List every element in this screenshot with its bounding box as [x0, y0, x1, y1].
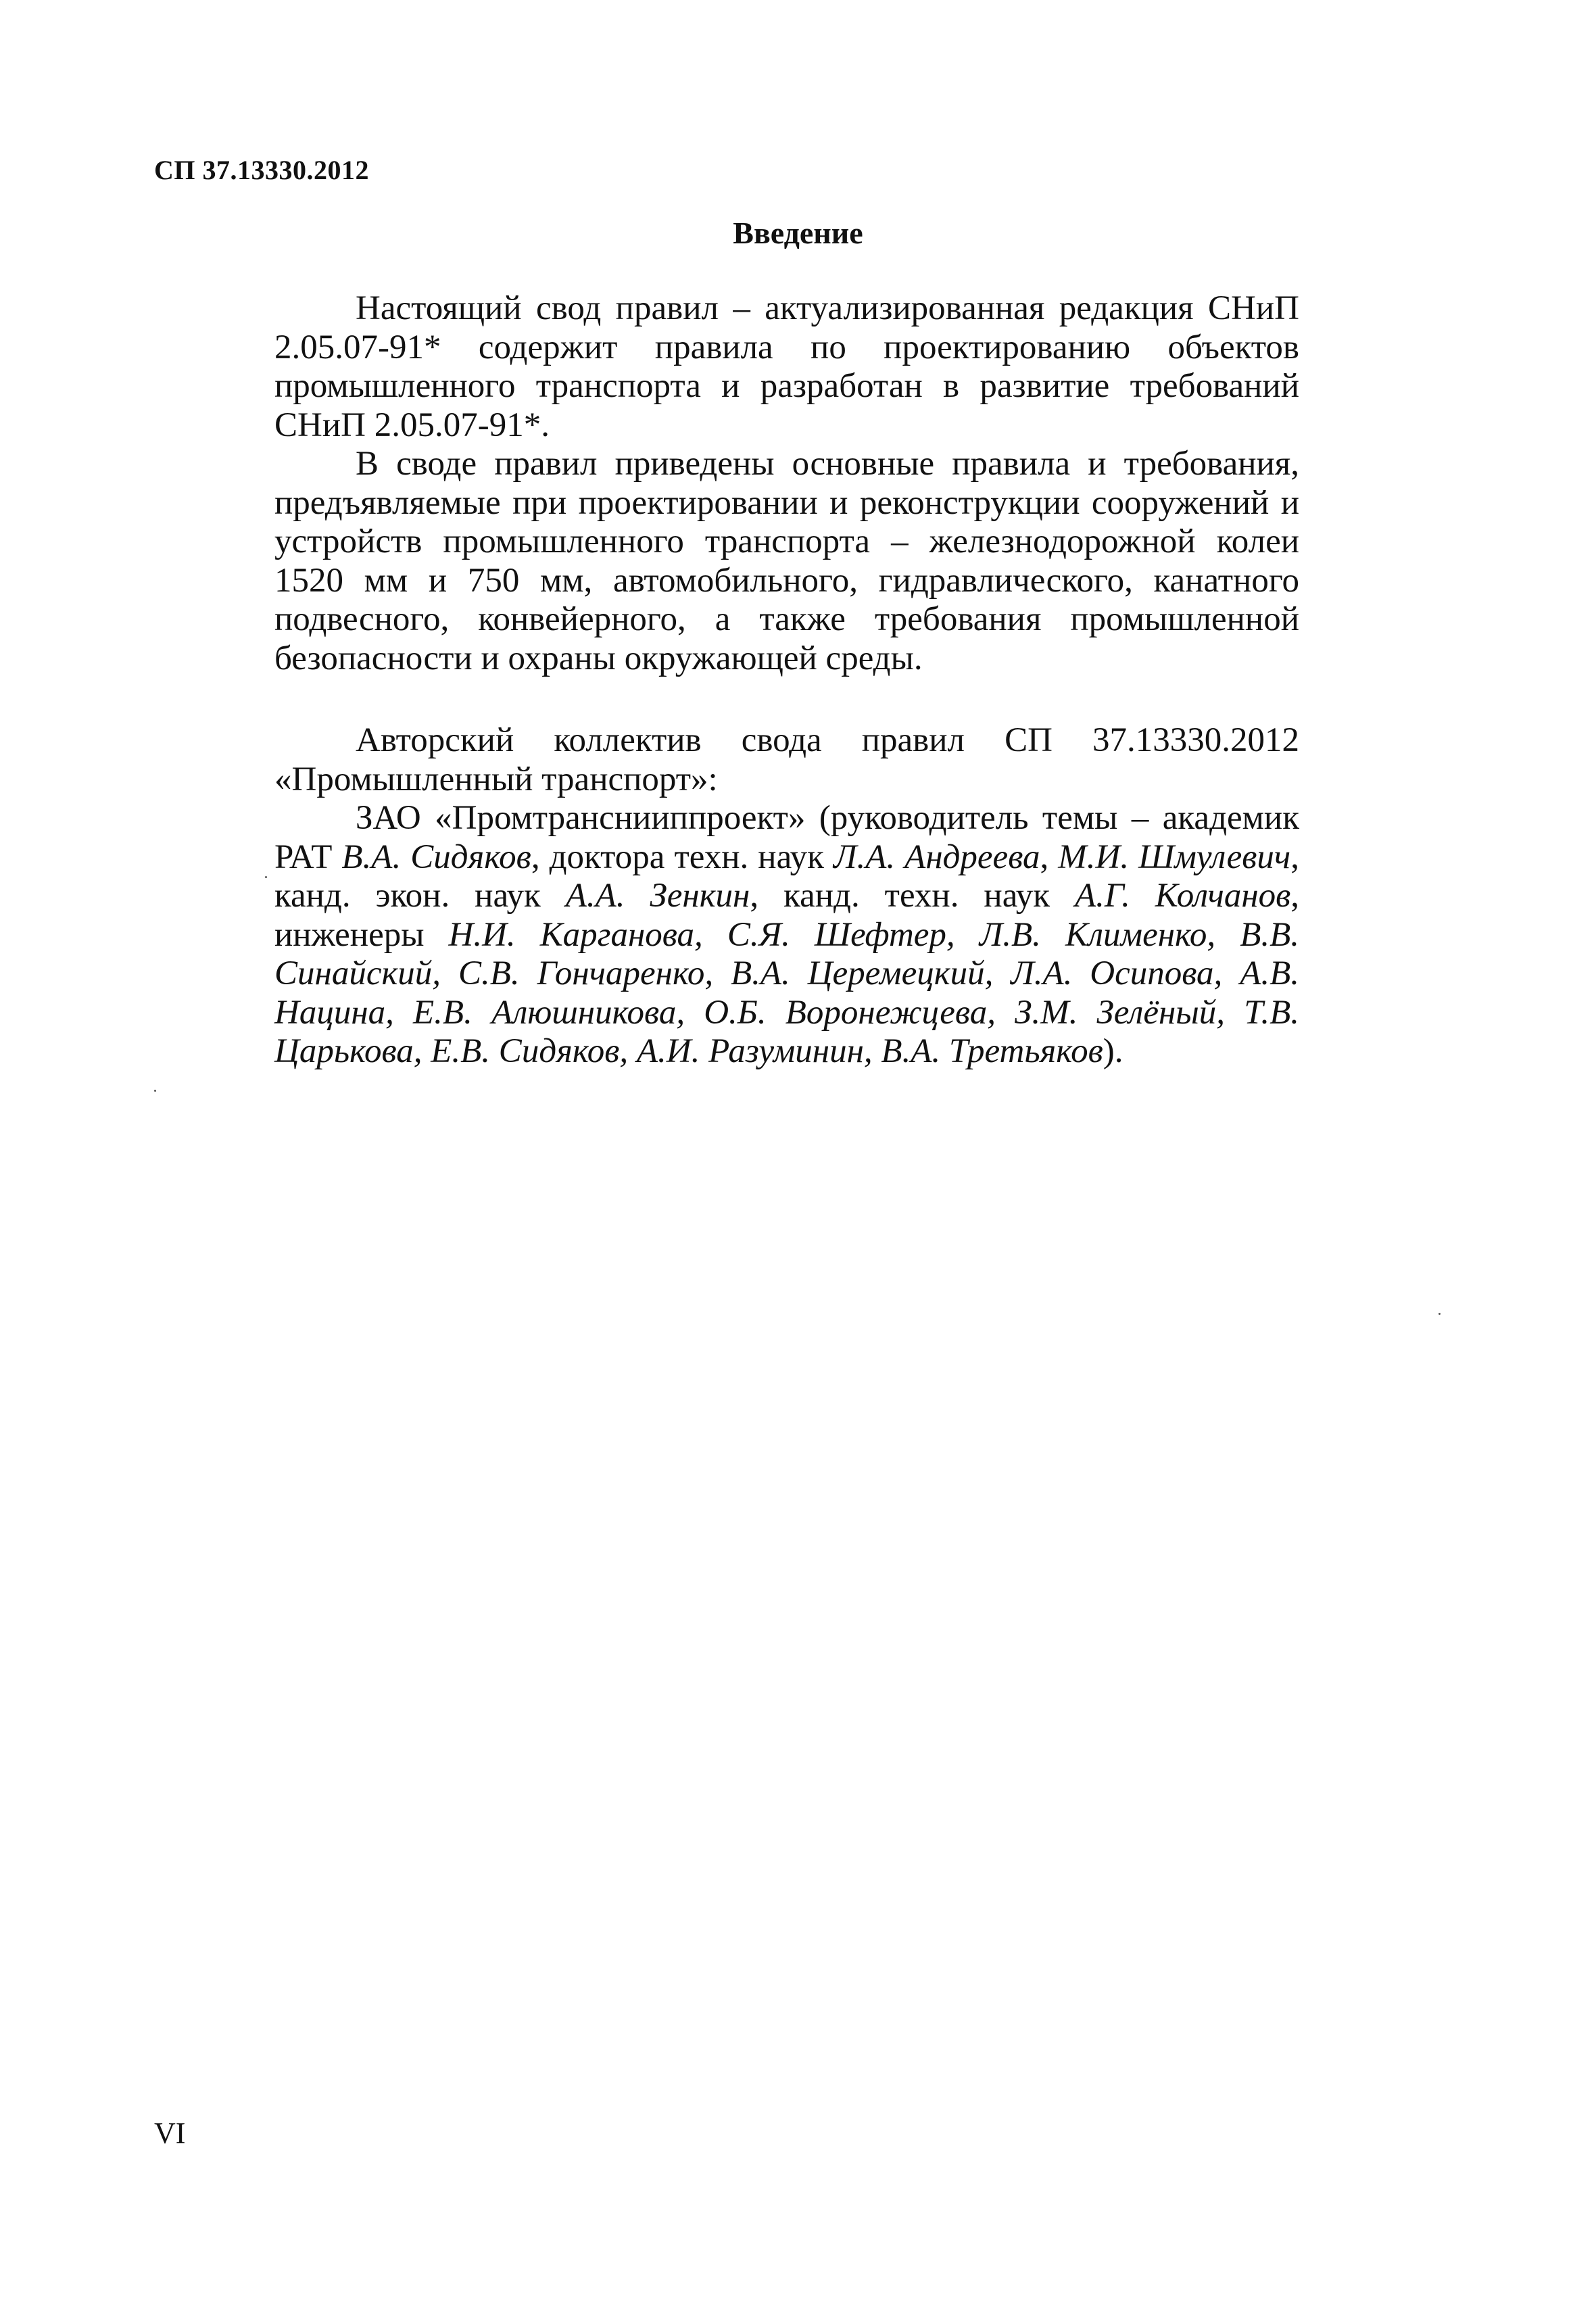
author-name-leader: В.А. Сидяков [341, 838, 531, 876]
intro-paragraph-2: В своде правил приведены основные правила и требования, предъявляемые при проектировании и реконструкции сооружений и устройств промышленного транспорта – железнодорожной колеи 1520 мм и 750 мм, автомобильного, гидравлического, канатного подвесного, конвейерного, а также требования промышленной безопасности и охраны окружающей среды. [274, 445, 1299, 677]
scan-speck [154, 1090, 156, 1092]
author-name-doctor: М.И. Шмулевич [1058, 838, 1291, 876]
document-code-header: СП 37.13330.2012 [154, 155, 369, 185]
scan-speck [265, 876, 267, 878]
author-text-end: ). [1103, 1032, 1123, 1070]
author-text-sep: , [1040, 838, 1059, 876]
section-title: Введение [733, 216, 863, 250]
introduction-text [274, 289, 1299, 678]
organization-text: ЗАО «Промтранснииппроект» (руководитель темы – академик РАТ [274, 799, 1299, 876]
page-number: VI [154, 2117, 186, 2150]
author-names-engineers: Н.И. Карганова, С.Я. Шефтер, Л.В. Клименко, В.В. Синайский, С.В. Гончаренко, В.А. Церемецкий, Л.А. Осипова, А.В. Нацина, Е.В. Алюшникова, О.Б. Воронежцева, З.М. Зелёный, Т.В. Царькова, Е.В. Сидяков, А.И. Разуминин, В.А. Третьяков [274, 915, 1299, 1070]
author-text-sep: , инженеры [274, 877, 1300, 954]
author-name-doctor: Л.А. Андреева [833, 838, 1040, 876]
author-text-sep: , канд. экон. наук [274, 838, 1300, 915]
scan-speck [1438, 1313, 1441, 1315]
intro-paragraph-1: Настоящий свод правил – актуализированная редакция СНиП 2.05.07-91* содержит правила по проектированию объектов промышленного транспорта и разработан в развитие требований СНиП 2.05.07-91*. [274, 289, 1299, 444]
author-name-candidate: А.Г. Колчанов [1074, 877, 1291, 915]
author-name-candidate: А.А. Зенкин [565, 877, 750, 915]
authors-intro-paragraph: Авторский коллектив свода правил СП 37.13330.2012 «Промышленный транспорт»: [274, 721, 1299, 798]
author-text-sep: , канд. техн. наук [750, 877, 1075, 915]
author-text-sep: , доктора техн. наук [531, 838, 833, 876]
authors-section [274, 721, 1299, 1071]
authors-members-paragraph [274, 799, 1299, 1071]
